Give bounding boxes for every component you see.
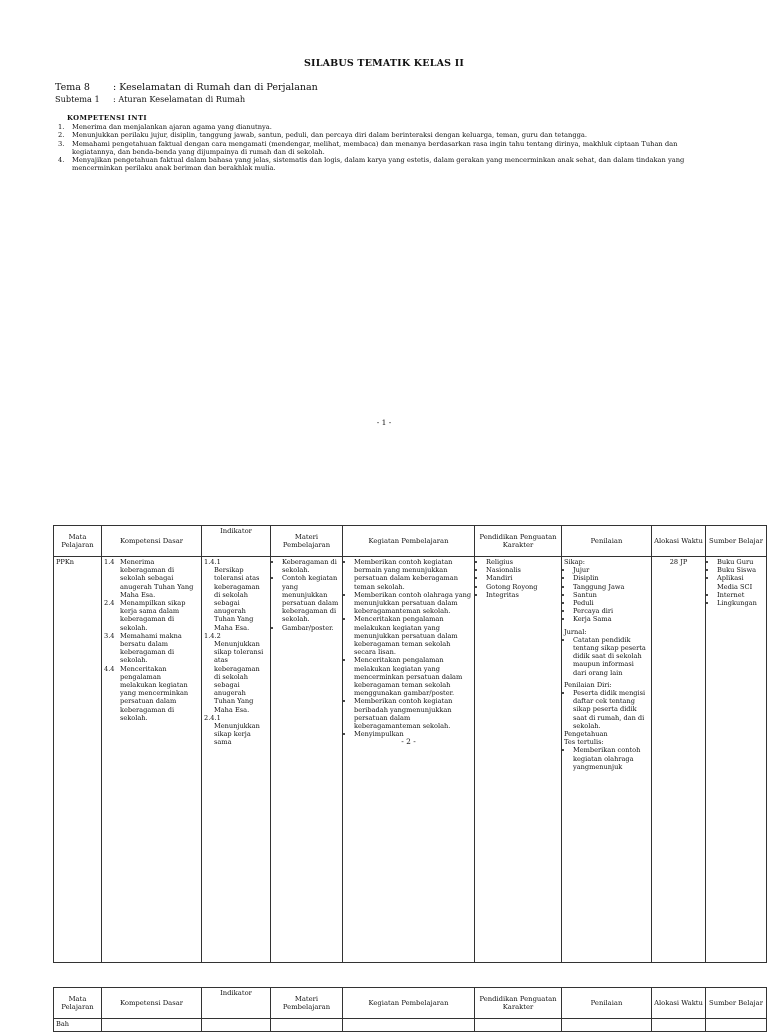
indikator-item: 1.4.2 Menunjukkan sikap toleransi atas keberagaman di sekolah sebagai anugerah Tuhan Yang Maha Esa. xyxy=(204,631,264,714)
sikap-item: • Percaya diri xyxy=(573,607,649,615)
header-alokasi: Alokasi Waktu xyxy=(652,526,706,557)
subtema-label: Subtema 1 xyxy=(55,94,100,104)
cell-mapel: PPKn xyxy=(54,557,102,963)
pengetahuan-label: Pengetahuan xyxy=(564,730,608,739)
kegiatan-item: • Memberikan contoh kegiatan beribadah yangmenunjukkan persatuan dalam keberagamanteman sekolah. xyxy=(354,697,472,730)
sumber-item: • Lingkungan xyxy=(717,599,764,607)
cell-alokasi: 28 JP xyxy=(652,557,706,963)
kegiatan-item: • Memberikan contoh kegiatan bermain yang menunjukkan persatuan dalam keberagaman teman sekolah. xyxy=(354,558,472,591)
sumber-item: • Internet xyxy=(717,591,764,599)
header-mata-pelajaran: Mata Pelajaran xyxy=(54,988,102,1019)
page-number: - 2 - xyxy=(401,737,416,747)
header-mata-pelajaran: Mata Pelajaran xyxy=(54,526,102,557)
sumber-item: • Buku Siswa xyxy=(717,566,764,574)
cell-karakter xyxy=(475,557,562,963)
karakter-item: • Religius xyxy=(486,558,559,566)
silabus-table xyxy=(53,525,767,963)
header-karakter: Pendidikan Penguatan Karakter xyxy=(475,526,562,557)
jurnal-item: • Catatan pendidik tentang sikap peserta didik saat di sekolah maupun informasi dari orang lain xyxy=(573,636,649,677)
document-page-1 xyxy=(0,0,768,470)
header-indikator: Indikator xyxy=(202,526,271,557)
indikator-item: 2.4.1 Menunjukkan sikap kerja sama xyxy=(204,713,260,747)
sumber-item: • Aplikasi Media SCI xyxy=(717,574,764,590)
header-penilaian: Penilaian xyxy=(562,988,652,1019)
table-header-row xyxy=(54,988,767,1019)
sikap-item: • Tanggung Jawa xyxy=(573,583,649,591)
tema-value: : Keselamatan di Rumah dan di Perjalanan xyxy=(113,82,318,93)
sumber-item: • Buku Guru xyxy=(717,558,764,566)
cell-materi xyxy=(271,557,343,963)
kompetensi-inti-list xyxy=(58,123,718,173)
cell-indikator xyxy=(202,557,271,963)
tema-line xyxy=(55,82,318,93)
karakter-item: • Mandiri xyxy=(486,574,559,582)
subtema-line xyxy=(55,94,245,104)
cell-penilaian xyxy=(562,557,652,963)
materi-item: • Contoh kegiatan yang menunjukkan persatuan dalam keberagaman di sekolah. xyxy=(282,574,340,623)
sikap-item: • Peduli xyxy=(573,599,649,607)
kd-item: 3.4 Memahami makna bersatu dalam keberagaman di sekolah. xyxy=(104,631,182,665)
subtema-value: : Aturan Keselamatan di Rumah xyxy=(113,94,246,104)
indikator-item: 1.4.1 Bersikap toleransi atas keberagaman di sekolah sebagai anugerah Tuhan Yang Maha Esa. xyxy=(204,558,260,632)
ki-item: 3. Memahami pengetahuan faktual dengan cara mengamati (mendengar, melihat, membaca) dan menanya berdasarkan rasa ingin tahu tentang dirinya, makhluk ciptaan Tuhan dan kegiatannya, dan benda-benda yang dijumpainya di rumah dan di sekolah. xyxy=(58,139,678,156)
page-number: - 1 - xyxy=(376,418,392,427)
kegiatan-item: • Menceritakan pengalaman melakukan kegiatan yang menunjukkan persatuan dalam keberagaman teman sekolah secara lisan. xyxy=(354,615,472,656)
kompetensi-inti-heading: KOMPETENSI INTI xyxy=(67,114,147,122)
header-kegiatan: Kegiatan Pembelajaran xyxy=(343,526,475,557)
table-row xyxy=(54,1019,767,1032)
karakter-item: • Gotong Royong xyxy=(486,583,559,591)
document-page-2 xyxy=(0,470,768,1028)
penilaian-diri-label: Penilaian Diri: xyxy=(564,680,612,689)
penilaian-diri-item: • Peserta didik mengisi daftar cek tentang sikap peserta didik saat di rumah, dan di sekolah. xyxy=(573,689,649,730)
sikap-item: • Kerja Sama xyxy=(573,615,649,623)
sikap-label: Sikap: xyxy=(564,558,585,566)
header-kompetensi-dasar: Kompetensi Dasar xyxy=(102,988,202,1019)
kegiatan-item: • Menceritakan pengalaman melakukan kegiatan yang mencerminkan persatuan dalam keberagaman teman sekolah menggunakan gambar/poster. xyxy=(354,656,472,697)
cell-mapel: Bah xyxy=(54,1019,102,1032)
kd-item: 2.4 Menampilkan sikap kerja sama dalam keberagaman di sekolah. xyxy=(104,599,186,632)
header-materi: Materi Pembelajaran xyxy=(271,526,343,557)
tes-tertulis-label: Tes tertulis: xyxy=(564,738,604,747)
sikap-item: • Santun xyxy=(573,591,649,599)
table-row xyxy=(54,557,767,963)
ki-item: 4. Menyajikan pengetahuan faktual dalam bahasa yang jelas, sistematis dan logis, dalam karya yang estetis, dalam gerakan yang mencerminkan anak sehat, dan dalam tindakan yang mencerminkan perilaku anak beriman dan berakhlak mulia. xyxy=(58,156,685,173)
jurnal-label: Jurnal: xyxy=(564,627,587,636)
header-materi: Materi Pembelajaran xyxy=(271,988,343,1019)
sikap-item: • Jujur xyxy=(573,566,649,574)
header-sumber: Sumber Belajar xyxy=(706,526,767,557)
kd-item: 1.4 Menerima keberagaman di sekolah sebagai anugerah Tuhan Yang Maha Esa. xyxy=(104,558,194,599)
karakter-item: • Nasionalis xyxy=(486,566,559,574)
table-header-row xyxy=(54,526,767,557)
tema-label: Tema 8 xyxy=(55,82,90,93)
header-alokasi: Alokasi Waktu xyxy=(652,988,706,1019)
page-title: SILABUS TEMATIK KELAS II xyxy=(304,58,464,69)
cell-kompetensi-dasar xyxy=(102,557,202,963)
header-karakter: Pendidikan Penguatan Karakter xyxy=(475,988,562,1019)
header-kegiatan: Kegiatan Pembelajaran xyxy=(343,988,475,1019)
header-sumber: Sumber Belajar xyxy=(706,988,767,1019)
cell-sumber xyxy=(706,557,767,963)
header-penilaian: Penilaian xyxy=(562,526,652,557)
materi-item: • Keberagaman di sekolah. xyxy=(282,558,340,574)
sikap-item: • Disiplin xyxy=(573,574,649,582)
materi-item: • Gambar/poster. xyxy=(282,624,340,632)
ki-item: 2. Menunjukkan perilaku jujur, disiplin, tanggung jawab, santun, peduli, dan percaya diri dalam berinteraksi dengan keluarga, teman, guru dan tetangga. xyxy=(58,131,588,140)
kd-item: 4.4 Menceritakan pengalaman melakukan kegiatan yang mencerminkan persatuan dalam keberagaman di sekolah. xyxy=(104,664,189,722)
kegiatan-item: • Memberikan contoh olahraga yang menunjukkan persatuan dalam keberagamanteman sekolah. xyxy=(354,591,472,616)
cell-kegiatan xyxy=(343,557,475,963)
silabus-table-continued xyxy=(53,987,767,1032)
karakter-item: • Integritas xyxy=(486,591,559,599)
header-kompetensi-dasar: Kompetensi Dasar xyxy=(102,526,202,557)
tes-item: • Memberikan contoh kegiatan olahraga yangmenunjuk xyxy=(573,746,649,771)
kegiatan-item: • Menyimpulkan xyxy=(354,730,472,738)
ki-item: 1. Menerima dan menjalankan ajaran agama yang dianutnya. xyxy=(58,123,272,131)
header-indikator: Indikator xyxy=(202,988,271,1019)
